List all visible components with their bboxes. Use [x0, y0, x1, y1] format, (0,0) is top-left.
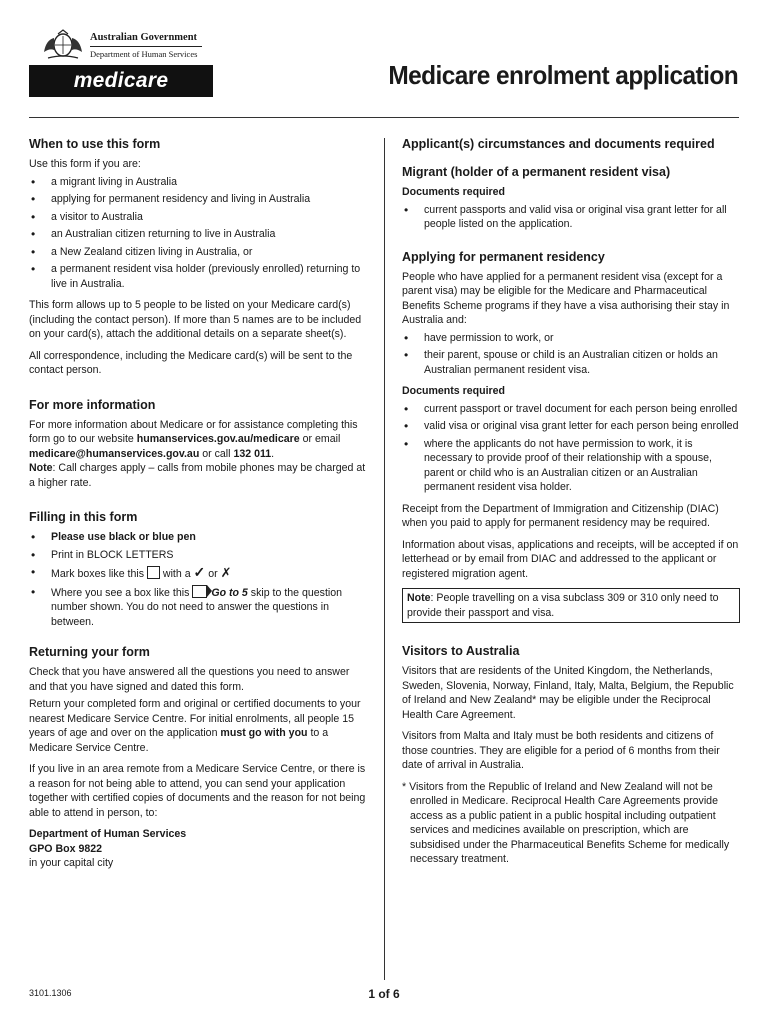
government-name: Australian Government — [90, 32, 198, 43]
circumstances-heading: Applicant(s) circumstances and documents required — [402, 137, 715, 151]
pr-docs-list — [402, 402, 740, 495]
list-item: • a migrant living in Australia — [29, 175, 369, 190]
goto-arrow-box-icon — [192, 585, 207, 598]
box-text: with a — [159, 568, 194, 580]
migrant-heading: Migrant (holder of a permanent resident visa) — [402, 165, 671, 179]
right-column — [402, 136, 740, 874]
department-name: Department of Human Services — [90, 49, 198, 59]
address-line: in your capital city — [29, 857, 114, 869]
when-paragraph: This form allows up to 5 people to be listed on your Medicare card(s) (including the contact person). If more than 5 names are to be included on your card(s), attach the additional details on a separate sheet(s). — [29, 299, 362, 340]
list-item: • a New Zealand citizen living in Australia, or — [29, 245, 369, 260]
address-line: Department of Human Services — [29, 828, 187, 840]
goto-text: Where you see a box like this — [51, 586, 193, 599]
info-text: For more information about Medicare or for assistance completing this form go to our website — [29, 418, 358, 445]
goto-label: Go to 5 — [211, 586, 248, 599]
returning-text: Return your completed form and original or certified documents to your nearest Medicare Service Centre. For initial enrolments, all people 15 years of age and over on the application — [29, 698, 361, 739]
note-text: : Call charges apply – calls from mobile phones may be charged at a higher rate. — [29, 462, 366, 489]
returning-paragraph: Check that you have answered all the questions you need to answer and that you have signed and dated this form. — [29, 666, 350, 693]
pr-heading: Applying for permanent residency — [402, 249, 605, 264]
email-link[interactable]: medicare@humanservices.gov.au — [29, 447, 200, 460]
pr-docs-heading: Documents required — [402, 385, 506, 397]
page-number: 1 of 6 — [368, 987, 400, 1001]
tick-icon: ✓ — [193, 564, 206, 580]
list-item: • current passports and valid visa or original visa grant letter for all people listed on the application. — [402, 203, 740, 232]
checkbox-example-icon — [147, 566, 160, 579]
pen-instruction: Please use black or blue pen — [51, 531, 196, 543]
info-paragraph — [29, 418, 369, 462]
filling-heading: Filling in this form — [29, 510, 138, 524]
note-label: Note — [29, 462, 53, 474]
visitors-paragraph: Visitors from Malta and Italy must be both residents and citizens of those countries. They are eligible for a period of 6 months from their date of arrival in Australia. — [402, 730, 720, 771]
form-code: 3101.1306 — [29, 988, 72, 998]
medicare-logo: medicare — [29, 65, 213, 97]
pr-note-box — [402, 588, 740, 623]
cross-icon: ✗ — [220, 565, 232, 580]
list-item: • Print in BLOCK LETTERS — [29, 548, 369, 563]
page-title: Medicare enrolment application — [388, 60, 738, 90]
info-text: or call — [199, 447, 234, 460]
goto-text: skip to the question number shown. You do not need to answer the questions in between. — [51, 586, 343, 628]
returning-text: to a Medicare Service Centre. — [29, 727, 329, 754]
box-text: Mark boxes like this — [51, 568, 147, 580]
website-link[interactable]: humanservices.gov.au/medicare — [136, 433, 300, 445]
list-item — [29, 565, 369, 582]
list-item — [29, 530, 369, 545]
box-text: or — [205, 568, 221, 580]
pr-conditions-list — [402, 331, 740, 378]
pr-paragraph: People who have applied for a permanent resident visa (except for a parent visa) may be eligible for the Medicare and Pharmaceutical Benefits Scheme programs if they have a visa authorising their stay in Australia and: — [402, 270, 730, 326]
list-item: • a visitor to Australia — [29, 210, 369, 225]
title-rule — [29, 117, 739, 118]
when-intro: Use this form if you are: — [29, 158, 141, 170]
address-line: GPO Box 9822 — [29, 842, 103, 855]
info-note — [29, 461, 369, 490]
coat-of-arms-icon — [40, 28, 86, 62]
visitors-footnote: * Visitors from the Republic of Ireland and New Zealand will not be enrolled in Medicare. Reciprocal Health Care Agreements provide access as a public patient in a public hospital including outpatient services and medicines available on prescription, which are subsidised under the Pharmaceutical Benefits Scheme for medically necessary treatment. — [402, 780, 730, 865]
returning-paragraph: If you live in an area remote from a Medicare Service Centre, or there is a reason for not being able to attend, you can send your application together with certified copies of documents and the reason for not being able to attend in person, to: — [29, 763, 366, 819]
list-item: • an Australian citizen returning to live in Australia — [29, 227, 369, 242]
when-paragraph: All correspondence, including the Medicare card(s) will be sent to the contact person. — [29, 349, 353, 376]
returning-paragraph — [29, 697, 369, 755]
returning-heading: Returning your form — [29, 645, 150, 659]
postal-address — [29, 827, 369, 871]
pr-paragraph: Information about visas, applications and receipts, will be accepted if on letterhead or by email from DIAC and addressed to the applicant or registered migration agent. — [402, 538, 739, 580]
list-item: • a permanent resident visa holder (previously enrolled) returning to live in Australia. — [29, 262, 369, 291]
list-item: • have permission to work, or — [402, 331, 740, 346]
migrant-docs-heading: Documents required — [402, 186, 506, 198]
filling-list — [29, 530, 369, 629]
phone-number: 132 011 — [233, 447, 272, 460]
list-item: • valid visa or original visa grant letter for each person being enrolled — [402, 419, 740, 434]
list-item — [29, 585, 369, 630]
list-item: • their parent, spouse or child is an Australian citizen or holds an Australian permanent resident visa. — [402, 348, 740, 377]
migrant-docs-list — [402, 203, 740, 232]
left-column — [29, 136, 369, 871]
note-text: : People travelling on a visa subclass 309 or 310 only need to provide their passport and visa. — [407, 592, 719, 619]
list-item: • current passport or travel document for each person being enrolled — [402, 402, 740, 417]
list-item: • where the applicants do not have permission to work, it is necessary to provide proof of their relationship with a spouse, parent or child who is an Australian citizen or an Australian permanent resident visa holder. — [402, 437, 740, 495]
note-label: Note — [407, 592, 431, 604]
info-text: . — [271, 447, 275, 460]
visitors-paragraph: Visitors that are residents of the United Kingdom, the Netherlands, Sweden, Slovenia, Norway, Finland, Italy, Malta, Belgium, the Republic of Ireland and New Zealand* may be eligible under the Reciprocal Health Care Agreement. — [402, 665, 734, 721]
returning-emphasis: must go with you — [220, 727, 308, 739]
visitors-heading: Visitors to Australia — [402, 644, 520, 658]
info-heading: For more information — [29, 397, 156, 412]
info-text: or email — [299, 433, 341, 445]
when-heading: When to use this form — [29, 137, 161, 151]
list-item: • applying for permanent residency and living in Australia — [29, 192, 369, 207]
when-list — [29, 175, 369, 292]
header-rule — [90, 46, 202, 47]
column-divider — [384, 138, 385, 980]
pr-paragraph: Receipt from the Department of Immigration and Citizenship (DIAC) when you paid to apply for permanent residency may be required. — [402, 502, 719, 529]
